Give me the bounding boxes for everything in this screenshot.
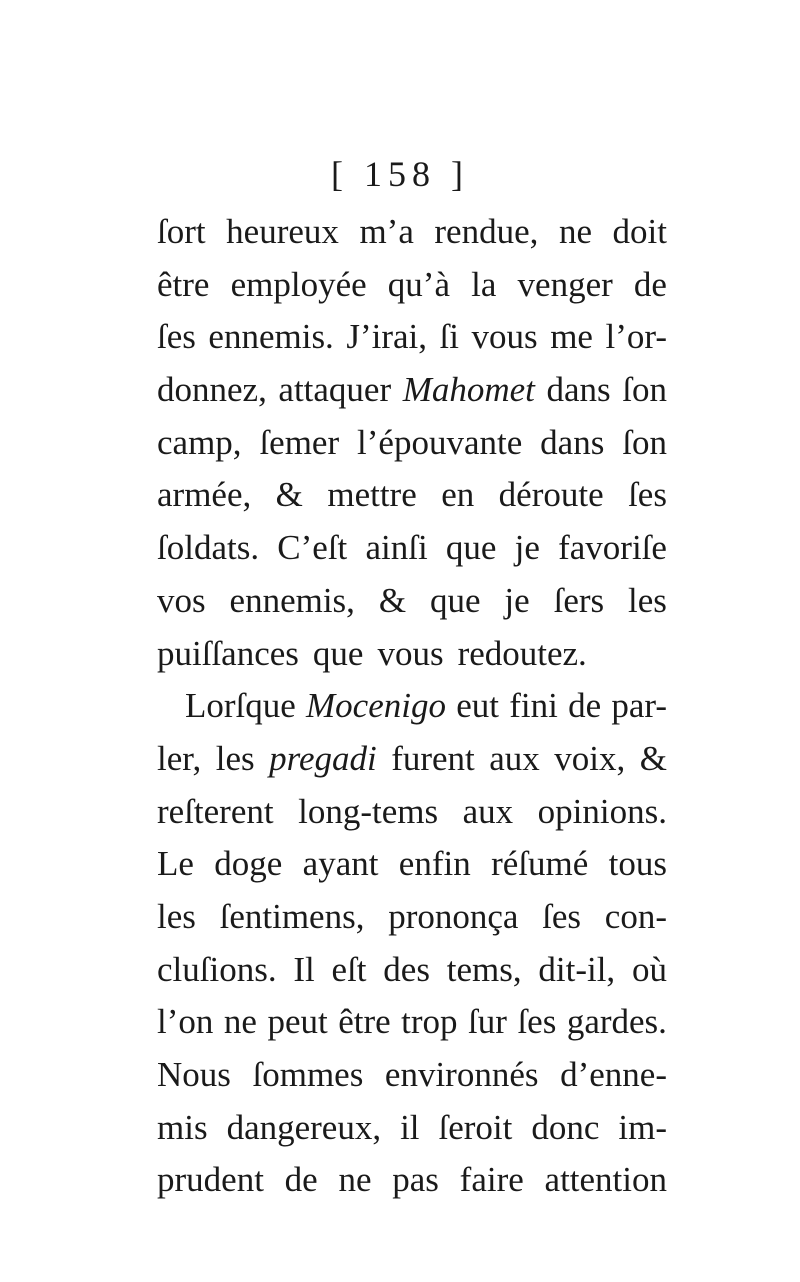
word: ne (338, 1160, 372, 1200)
page-number: [ 158 ] (331, 154, 469, 194)
text-line (157, 1154, 667, 1207)
italic-word: Mahomet (402, 370, 535, 410)
word: aux (462, 791, 514, 831)
text-line (157, 311, 667, 364)
text-line (157, 1049, 667, 1102)
word: où (631, 949, 667, 989)
word: ne (558, 212, 592, 251)
text-line (157, 1102, 667, 1155)
text-line (157, 944, 667, 997)
word: ſoldats. (157, 528, 260, 568)
word: eſt (331, 949, 367, 989)
word: donc (531, 1107, 600, 1147)
text-line (157, 680, 667, 733)
word: qu’à (387, 264, 450, 304)
text-line (157, 206, 667, 259)
paragraph-2 (157, 680, 667, 1207)
text-line (157, 469, 667, 522)
word: & (378, 580, 407, 620)
text-line (157, 575, 667, 628)
text-line (157, 417, 667, 470)
word: ſon (622, 422, 667, 462)
word: ſi (439, 317, 459, 357)
word (306, 680, 446, 733)
word: dit-il, (538, 949, 616, 989)
word: ſort (157, 212, 206, 251)
word: que (429, 580, 481, 620)
word: opinions. (537, 791, 667, 831)
word: heureux (226, 212, 339, 251)
word: employée (230, 264, 367, 304)
word: doge (214, 844, 283, 884)
word: Le (157, 844, 194, 884)
word: environnés (384, 1055, 539, 1094)
word: redoutez. (457, 633, 587, 673)
word: vos (157, 580, 206, 620)
word: l’on (157, 1002, 214, 1042)
word: l’épouvante (357, 422, 523, 462)
word: vous (377, 633, 444, 673)
word: tous (608, 844, 667, 884)
word: de (633, 264, 667, 304)
word: tems, (446, 949, 522, 989)
word: que (445, 528, 497, 568)
word (403, 364, 535, 417)
word: C’eſt (277, 528, 348, 568)
word: ſes (628, 475, 667, 515)
word: être (157, 264, 210, 304)
word: ſes (157, 317, 196, 357)
word: me (550, 317, 593, 357)
word: im- (618, 1107, 667, 1147)
word: con- (604, 896, 667, 936)
word: gardes. (566, 1002, 667, 1042)
word: long-tems (298, 791, 439, 831)
word: voix, (554, 738, 626, 778)
word: ſers (553, 580, 605, 620)
word: ler, (157, 738, 202, 778)
word: déroute (498, 475, 604, 515)
text-line (157, 522, 667, 575)
word: aux (489, 738, 540, 778)
body-text (157, 206, 667, 1207)
word: de (568, 686, 602, 726)
word: prononça (388, 896, 519, 936)
word: ne (223, 1002, 257, 1042)
word: mis (157, 1107, 208, 1147)
word: cluſions. (157, 949, 277, 989)
word: reſterent (157, 791, 274, 831)
word: J’irai, (346, 317, 428, 357)
word: réſumé (491, 844, 589, 884)
word: faire (459, 1160, 524, 1200)
word: attention (544, 1160, 667, 1200)
word: enfin (398, 844, 471, 884)
word: rendue, (434, 212, 539, 251)
word: l’or- (605, 317, 667, 357)
text-line (157, 259, 667, 312)
word: vous (471, 317, 538, 357)
text-line (157, 996, 667, 1049)
text-line (157, 733, 667, 786)
word: donnez, (157, 370, 267, 410)
word: d’enne- (560, 1055, 667, 1094)
text-line (157, 628, 667, 681)
word: prudent (157, 1160, 264, 1200)
word: & (639, 738, 667, 778)
word: trop (401, 1002, 458, 1042)
word: dans (540, 422, 605, 462)
word: fini (509, 686, 558, 726)
text-line (157, 838, 667, 891)
word: venger (517, 264, 613, 304)
word: Nous (157, 1055, 231, 1094)
word: ſur (468, 1002, 507, 1042)
word: furent (391, 738, 475, 778)
word: peut (267, 1002, 328, 1042)
word: doit (612, 212, 667, 251)
word: les (628, 580, 667, 620)
word: je (504, 580, 530, 620)
word: je (514, 528, 540, 568)
word: il (400, 1107, 420, 1147)
word: ſes (517, 1002, 557, 1042)
word: être (338, 1002, 391, 1042)
word: ſon (622, 370, 667, 410)
word: m’a (359, 212, 414, 251)
word: ayant (302, 844, 379, 884)
word: mettre (327, 475, 417, 515)
word: pas (392, 1160, 439, 1200)
word: camp, (157, 422, 242, 462)
word: favoriſe (558, 528, 667, 568)
word: les (215, 738, 255, 778)
italic-word: Mocenigo (306, 686, 446, 726)
word: ſommes (252, 1055, 364, 1094)
word: ennemis. (208, 317, 334, 357)
italic-word: pregadi (269, 738, 377, 778)
word: ſeroit (438, 1107, 513, 1147)
word: des (383, 949, 430, 989)
word: que (312, 633, 364, 673)
word: Lorſque (185, 686, 296, 726)
word: ſentimens, (219, 896, 365, 936)
word: les (157, 896, 196, 936)
text-line (157, 786, 667, 839)
word: ainſi (365, 528, 428, 568)
text-line (157, 364, 667, 417)
word: & (275, 475, 303, 515)
word: dans (546, 370, 611, 410)
word: ennemis, (229, 580, 355, 620)
word: ſemer (259, 422, 340, 462)
word: armée, (157, 475, 252, 515)
text-line (157, 891, 667, 944)
word: par- (611, 686, 667, 726)
word: eut (456, 686, 499, 726)
paragraph-1 (157, 206, 667, 680)
word: attaquer (278, 370, 392, 410)
word: en (441, 475, 475, 515)
word: puiſſances (157, 633, 299, 673)
word: de (284, 1160, 318, 1200)
word: ſes (542, 896, 582, 936)
word: dangereux, (226, 1107, 382, 1147)
word (269, 733, 377, 786)
word: la (471, 264, 497, 304)
word: Il (293, 949, 315, 989)
